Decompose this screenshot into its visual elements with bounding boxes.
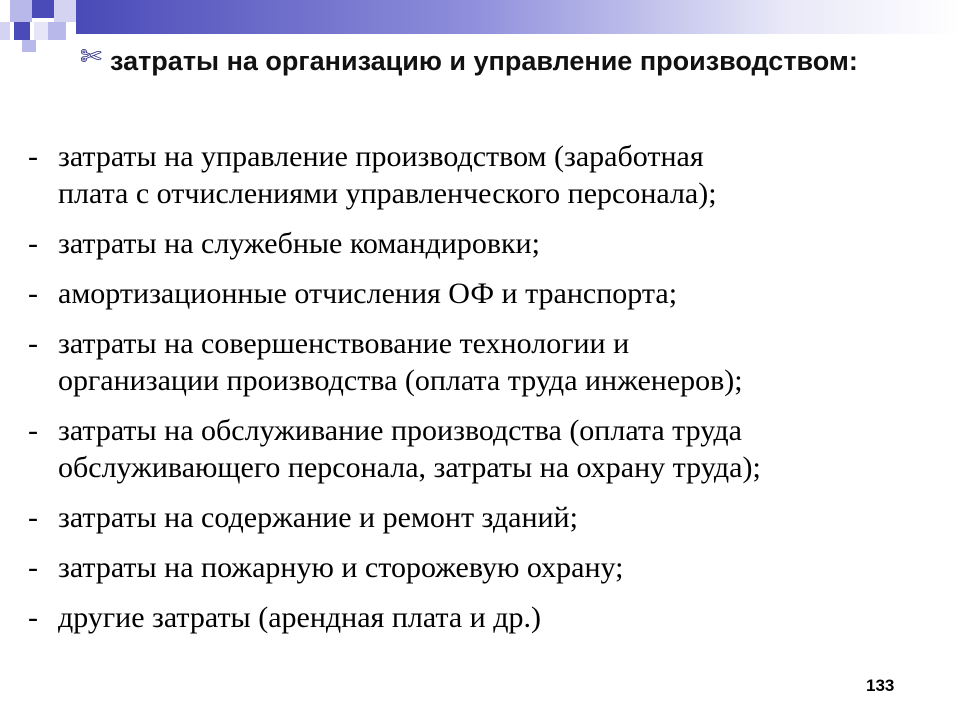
list-item-text: затраты на служебные командировки; (58, 227, 540, 260)
list-item-text: другие затраты (арендная плата и др.) (58, 601, 541, 634)
cost-list (28, 138, 948, 649)
list-item (28, 138, 948, 212)
list-item-text: затраты на содержание и ремонт зданий; (58, 501, 578, 534)
page-number: 133 (866, 676, 895, 695)
list-item-text: затраты на управление производством (заработная плата с отчислениями управленческого персонала); (58, 140, 717, 210)
dash-marker: - (28, 227, 38, 260)
dash-marker: - (28, 601, 38, 634)
dash-marker: - (28, 140, 38, 173)
list-item (28, 499, 948, 536)
list-item (28, 412, 948, 486)
dash-marker: - (28, 327, 38, 360)
list-item (28, 325, 948, 399)
list-item-text: затраты на совершенствование технологии и организации производства (оплата труда инженеров); (58, 327, 743, 397)
list-item-text: затраты на пожарную и сторожевую охрану; (58, 551, 624, 584)
dash-marker: - (28, 551, 38, 584)
header-gradient-bar (76, 0, 960, 34)
dash-marker: - (28, 501, 38, 534)
list-item-text: затраты на обслуживание производства (оплата труда обслуживающего персонала, затраты на охрану труда); (58, 414, 761, 484)
list-item (28, 225, 948, 262)
list-item (28, 549, 948, 586)
list-item (28, 275, 948, 312)
slide-title: затраты на организацию и управление производством: (110, 46, 858, 76)
dash-marker: - (28, 277, 38, 310)
dash-marker: - (28, 414, 38, 447)
scissors-icon: ✄ (80, 42, 102, 71)
list-item (28, 599, 948, 636)
list-item-text: амортизационные отчисления ОФ и транспорта; (58, 277, 678, 310)
